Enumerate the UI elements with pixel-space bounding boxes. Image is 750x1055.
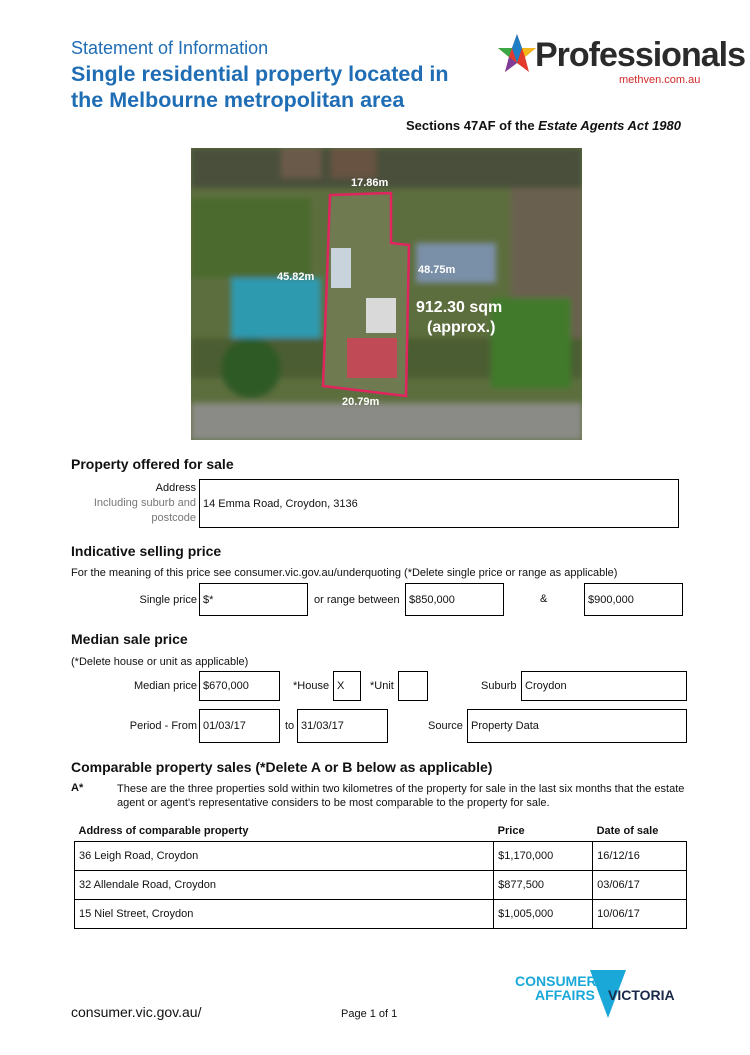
source-field[interactable]: Property Data [467,709,687,743]
table-row [75,900,687,929]
suburb-label: Suburb [481,680,517,692]
range-ampersand: & [540,593,548,605]
table-header-row [75,821,687,842]
comparable-date[interactable]: 10/06/17 [593,900,687,929]
photo-left-dimension: 45.82m [277,271,315,283]
price-note: For the meaning of this price see consumer.vic.gov.au/underquoting (*Delete single price or range as applicable) [71,567,618,579]
column-header: Date of sale [596,825,659,837]
photo-area-note: (approx.) [427,319,496,336]
property-heading: Property offered for sale [71,456,234,472]
period-to-label: to [285,720,295,732]
period-label: Period - From [129,720,197,732]
page-number: Page 1 of 1 [341,1008,398,1020]
median-price-field[interactable]: $670,000 [199,671,280,701]
act-name: Estate Agents Act 1980 [538,118,681,133]
source-label: Source [428,720,463,732]
aerial-photo [191,148,582,440]
single-price-field[interactable]: $* [199,583,308,616]
comparable-table [74,821,687,929]
table-row [75,842,687,871]
suburb-field[interactable]: Croydon [521,671,687,701]
comparable-price[interactable]: $1,005,000 [494,900,593,929]
median-price-label: Median price [134,680,197,692]
cav-line-3: VICTORIA [608,987,675,1003]
address-sublabel-2: postcode [151,512,196,524]
consumer-affairs-victoria-logo [512,968,692,1024]
title-line-2: the Melbourne metropolitan area [71,88,405,112]
comparable-price[interactable]: $877,500 [494,871,593,900]
comparable-marker: A* [71,782,84,794]
column-header: Price [497,825,525,837]
comparable-address[interactable]: 36 Leigh Road, Croydon [75,842,494,871]
document-title [71,61,491,113]
star-icon [497,32,537,76]
professionals-logo [497,32,745,94]
unit-label: *Unit [370,680,394,692]
cav-line-2: AFFAIRS [535,987,595,1003]
cav-line-1: CONSUMER [515,973,597,989]
act-reference [406,118,681,133]
comparable-heading: Comparable property sales (*Delete A or B below as applicable) [71,759,493,775]
comparable-date[interactable]: 16/12/16 [593,842,687,871]
photo-area: 912.30 sqm [416,299,503,316]
house-label: *House [293,680,330,692]
single-price-label: Single price [139,594,197,606]
period-to-field[interactable]: 31/03/17 [297,709,388,743]
range-label: or range between [314,594,400,606]
document-subtitle: Statement of Information [71,38,269,58]
title-line-1: Single residential property located in [71,62,449,86]
act-prefix: Sections 47AF of the [405,118,539,133]
column-header: Address of comparable property [78,825,249,837]
comparable-address[interactable]: 15 Niel Street, Croydon [75,900,494,929]
period-from-field[interactable]: 01/03/17 [199,709,280,743]
address-label: Address [155,482,196,494]
table-row [75,871,687,900]
house-checkbox[interactable]: X [333,671,361,701]
photo-bottom-dimension: 20.79m [342,396,380,408]
comparable-address[interactable]: 32 Allendale Road, Croydon [75,871,494,900]
comparable-price[interactable]: $1,170,000 [494,842,593,871]
address-sublabel: Including suburb and [93,497,196,509]
photo-right-dimension: 48.75m [418,264,456,276]
median-note: (*Delete house or unit as applicable) [71,656,249,668]
range-high-field[interactable]: $900,000 [584,583,683,616]
footer-url[interactable]: consumer.vic.gov.au/ [71,1004,202,1020]
photo-top-dimension: 17.86m [351,177,389,189]
address-field[interactable]: 14 Emma Road, Croydon, 3136 [199,479,679,528]
range-low-field[interactable]: $850,000 [405,583,504,616]
comparable-description: These are the three properties sold within two kilometres of the property for sale in the last six months that the estate agent or agent's representative considers to be most comparable to the property for sale. [117,783,685,809]
median-heading: Median sale price [71,631,188,647]
logo-url: methven.com.au [619,74,701,86]
comparable-date[interactable]: 03/06/17 [593,871,687,900]
unit-checkbox[interactable] [398,671,428,701]
logo-wordmark: Professionals [535,36,745,74]
price-heading: Indicative selling price [71,543,222,559]
